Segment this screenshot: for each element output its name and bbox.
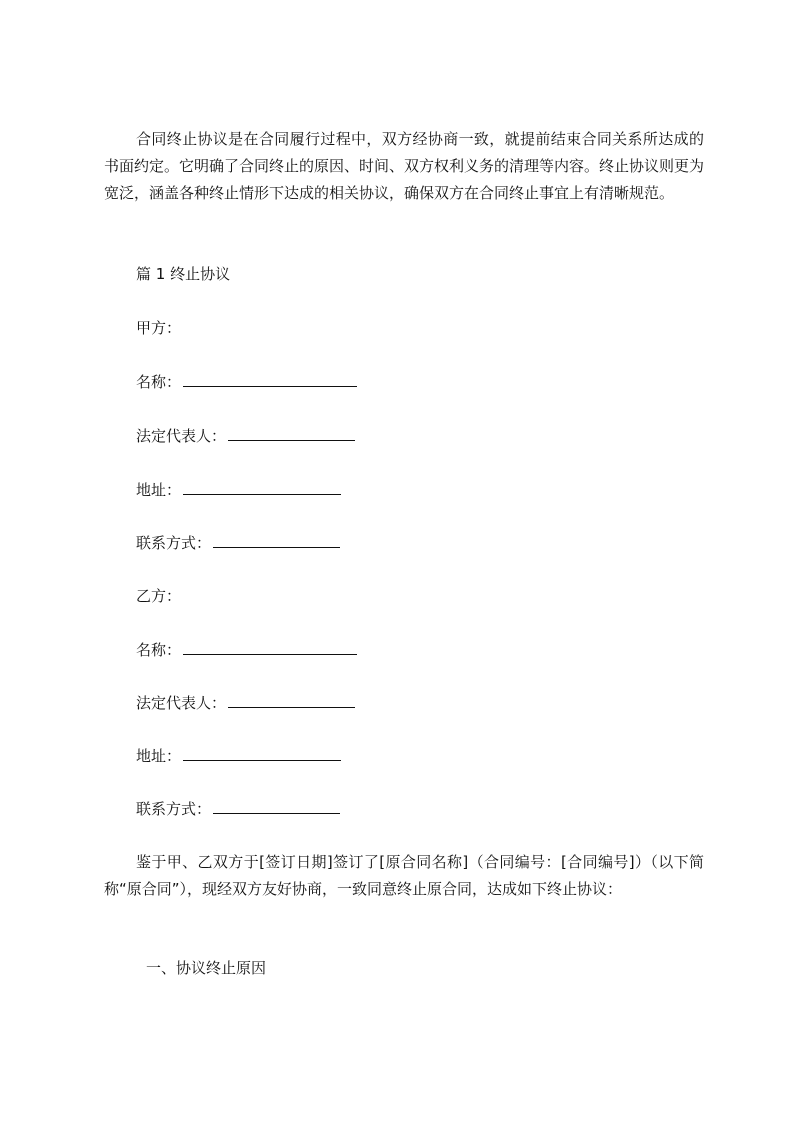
party-b-heading: 乙方： [136,587,182,605]
intro-paragraph: 合同终止协议是在合同履行过程中，双方经协商一致，就提前结束合同关系所达成的书面约定。它明确了合同终止的原因、时间、双方权利义务的清理等内容。终止协议则更为宽泛，涵盖各种终止情形下达成的相关协议，确保双方在合同终止事宜上有清晰规范。 [104,130,705,202]
party-a-rep-blank [228,425,355,441]
party-b-rep-label: 法定代表人： [136,694,227,712]
party-a-name-field [136,371,357,393]
party-b-rep-blank [228,692,355,708]
party-b-contact-label: 联系方式： [136,800,212,818]
party-b-name-label: 名称： [136,641,182,659]
section-1-heading: 一、协议终止原因 [146,959,267,977]
party-a-rep-label: 法定代表人： [136,427,227,445]
party-a-address-blank [183,479,341,495]
party-a-heading: 甲方： [136,319,182,337]
party-a-name-blank [183,371,357,387]
party-a-contact-blank [213,532,340,548]
party-a-rep-field [136,425,355,447]
party-b-name-blank [183,639,357,655]
party-a-address-label: 地址： [136,481,182,499]
party-a-contact-field [136,532,340,554]
party-a-address-field [136,479,341,501]
party-b-rep-field [136,692,355,714]
article-title: 篇 1 终止协议 [136,265,231,283]
party-b-contact-blank [213,798,340,814]
party-a-name-label: 名称： [136,373,182,391]
party-b-address-blank [183,745,341,761]
party-b-address-label: 地址： [136,747,182,765]
party-a-contact-label: 联系方式： [136,534,212,552]
party-b-address-field [136,745,341,767]
party-b-name-field [136,639,357,661]
party-b-contact-field [136,798,340,820]
recital-paragraph: 鉴于甲、乙双方于[签订日期]签订了[原合同名称]（合同编号：[合同编号]）（以下简称“原合同”），现经双方友好协商，一致同意终止原合同，达成如下终止协议： [104,853,704,898]
